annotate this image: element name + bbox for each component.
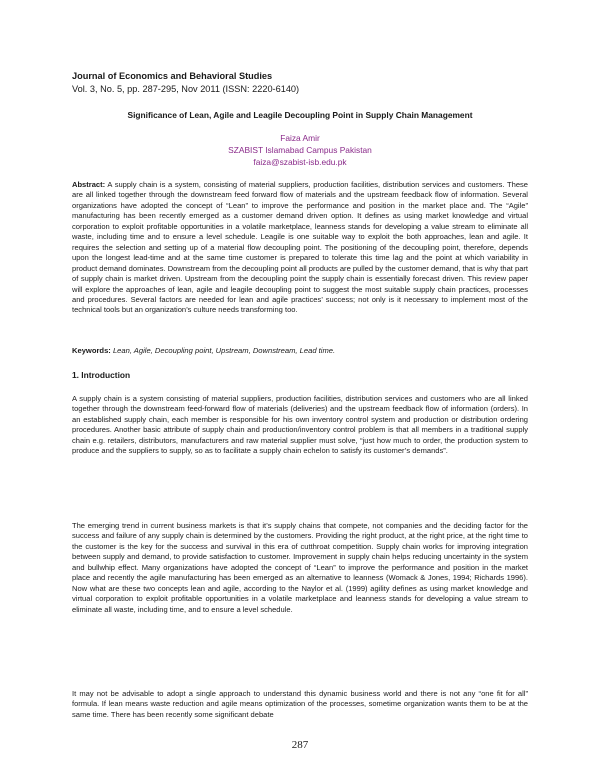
section-heading-introduction: 1. Introduction bbox=[72, 370, 131, 380]
body-paragraph-2: The emerging trend in current business markets is that it’s supply chains that compete, not companies and the deciding factor for the success and failure of any supply chain is determined by the customers. Providing the right product, at the right price, at the right time to the customer is the key for the success and survival in this era of cutthroat competition. Supply chain works for improving integration between supply and demand, to provide satisfaction to customer. Improvement in supply chain helps reducing uncertainty in the system and bullwhip effect. Many organizations have adopted the concept of “Lean” to improve the performance and position in the market place and recently the agile manufacturing has been emerged as an alternative to leanness (Womack & Jones, 1994; Richards 1996). Now what are these two concepts lean and agile, according to the Naylor et al. (1999) agility defines as using market knowledge and virtual corporation to exploit profitable opportunities in a volatile marketplace and leanness stands for developing a value stream to eliminate all waste, including time, and to ensure a level schedule. bbox=[72, 521, 528, 614]
abstract-label: Abstract: bbox=[72, 180, 106, 189]
keywords-line bbox=[72, 346, 528, 355]
page-number: 287 bbox=[291, 739, 309, 751]
abstract-paragraph bbox=[72, 180, 528, 316]
author-name: Faiza Amir bbox=[280, 133, 320, 143]
body-paragraph-3: It may not be advisable to adopt a single approach to understand this dynamic business world and there is not any “one fit for all” formula. If lean means waste reduction and agile means optimization of the processes, sometime organization wants them to be at the same time. There has been recently some significant debate bbox=[72, 689, 528, 719]
journal-volume: Vol. 3, No. 5, pp. 287-295, Nov 2011 (ISSN: 2220-6140) bbox=[72, 84, 300, 94]
paper-title: Significance of Lean, Agile and Leagile Decoupling Point in Supply Chain Management bbox=[127, 110, 473, 120]
keywords-label: Keywords: bbox=[72, 346, 111, 355]
abstract-text: A supply chain is a system, consisting of material suppliers, production facilities, distribution services and customers. These are all linked together through the downstream feed forward flow of materials and the upstream feedback flow of information. Several organizations have adopted the concept of “Lean” to improve the performance and position in the market place and. The “Agile” manufacturing has been recently emerged as a customer demand driven option. It defines as using market knowledge and virtual corporation to exploit profitable opportunities in a volatile marketplace, leanness stands for developing a value stream to eliminate all waste, including time and to ensure a level schedule. Leagile is one suitable way to exploit the both approaches, lean and agile. It requires the selection and setting up of a material flow decoupling point. The positioning of the decoupling point, therefore, depends upon the longest lead-time and at the same time customer is prepared to tolerate this time lag and the point at which variability in product demand dominates. Downstream from the decoupling point all products are pulled by the customer demand, that is why that part of supply chain is market driven. Upstream from the decoupling point the supply chain is essentially forecast driven. This review paper will explore the approaches of lean, agile and leagile decoupling point to suggest the most suitable supply chain practices, processes and procedures. Several factors are needed for lean and agile practices’ success; not only is it necessary to implement most of the technical tools but an organization’s culture needs transforming too. bbox=[72, 180, 528, 315]
journal-name: Journal of Economics and Behavioral Studies bbox=[72, 71, 273, 81]
author-affiliation: SZABIST Islamabad Campus Pakistan bbox=[228, 145, 372, 155]
body-paragraph-1: A supply chain is a system consisting of material suppliers, production facilities, distribution services and customers who are all linked together through the downstream feed-forward flow of materials (deliveries) and the upstream feedback flow of information (orders). In an established supply chain, each member is responsible for his own inventory control system and production or distribution ordering procedures. Another basic attribute of supply chain and production/inventory control problem is that all members in a traditional supply chain e.g. retailers, distributors, manufacturers and raw material supplier must solve, “just how much to order, the production system to produce and the suppliers to supply, so as to facilitate a supply chain echelon to satisfy its customer’s demands”. bbox=[72, 394, 528, 456]
author-email[interactable]: faiza@szabist-isb.edu.pk bbox=[253, 157, 347, 167]
keywords-text: Lean, Agile, Decoupling point, Upstream, Downstream, Lead time. bbox=[112, 346, 336, 355]
